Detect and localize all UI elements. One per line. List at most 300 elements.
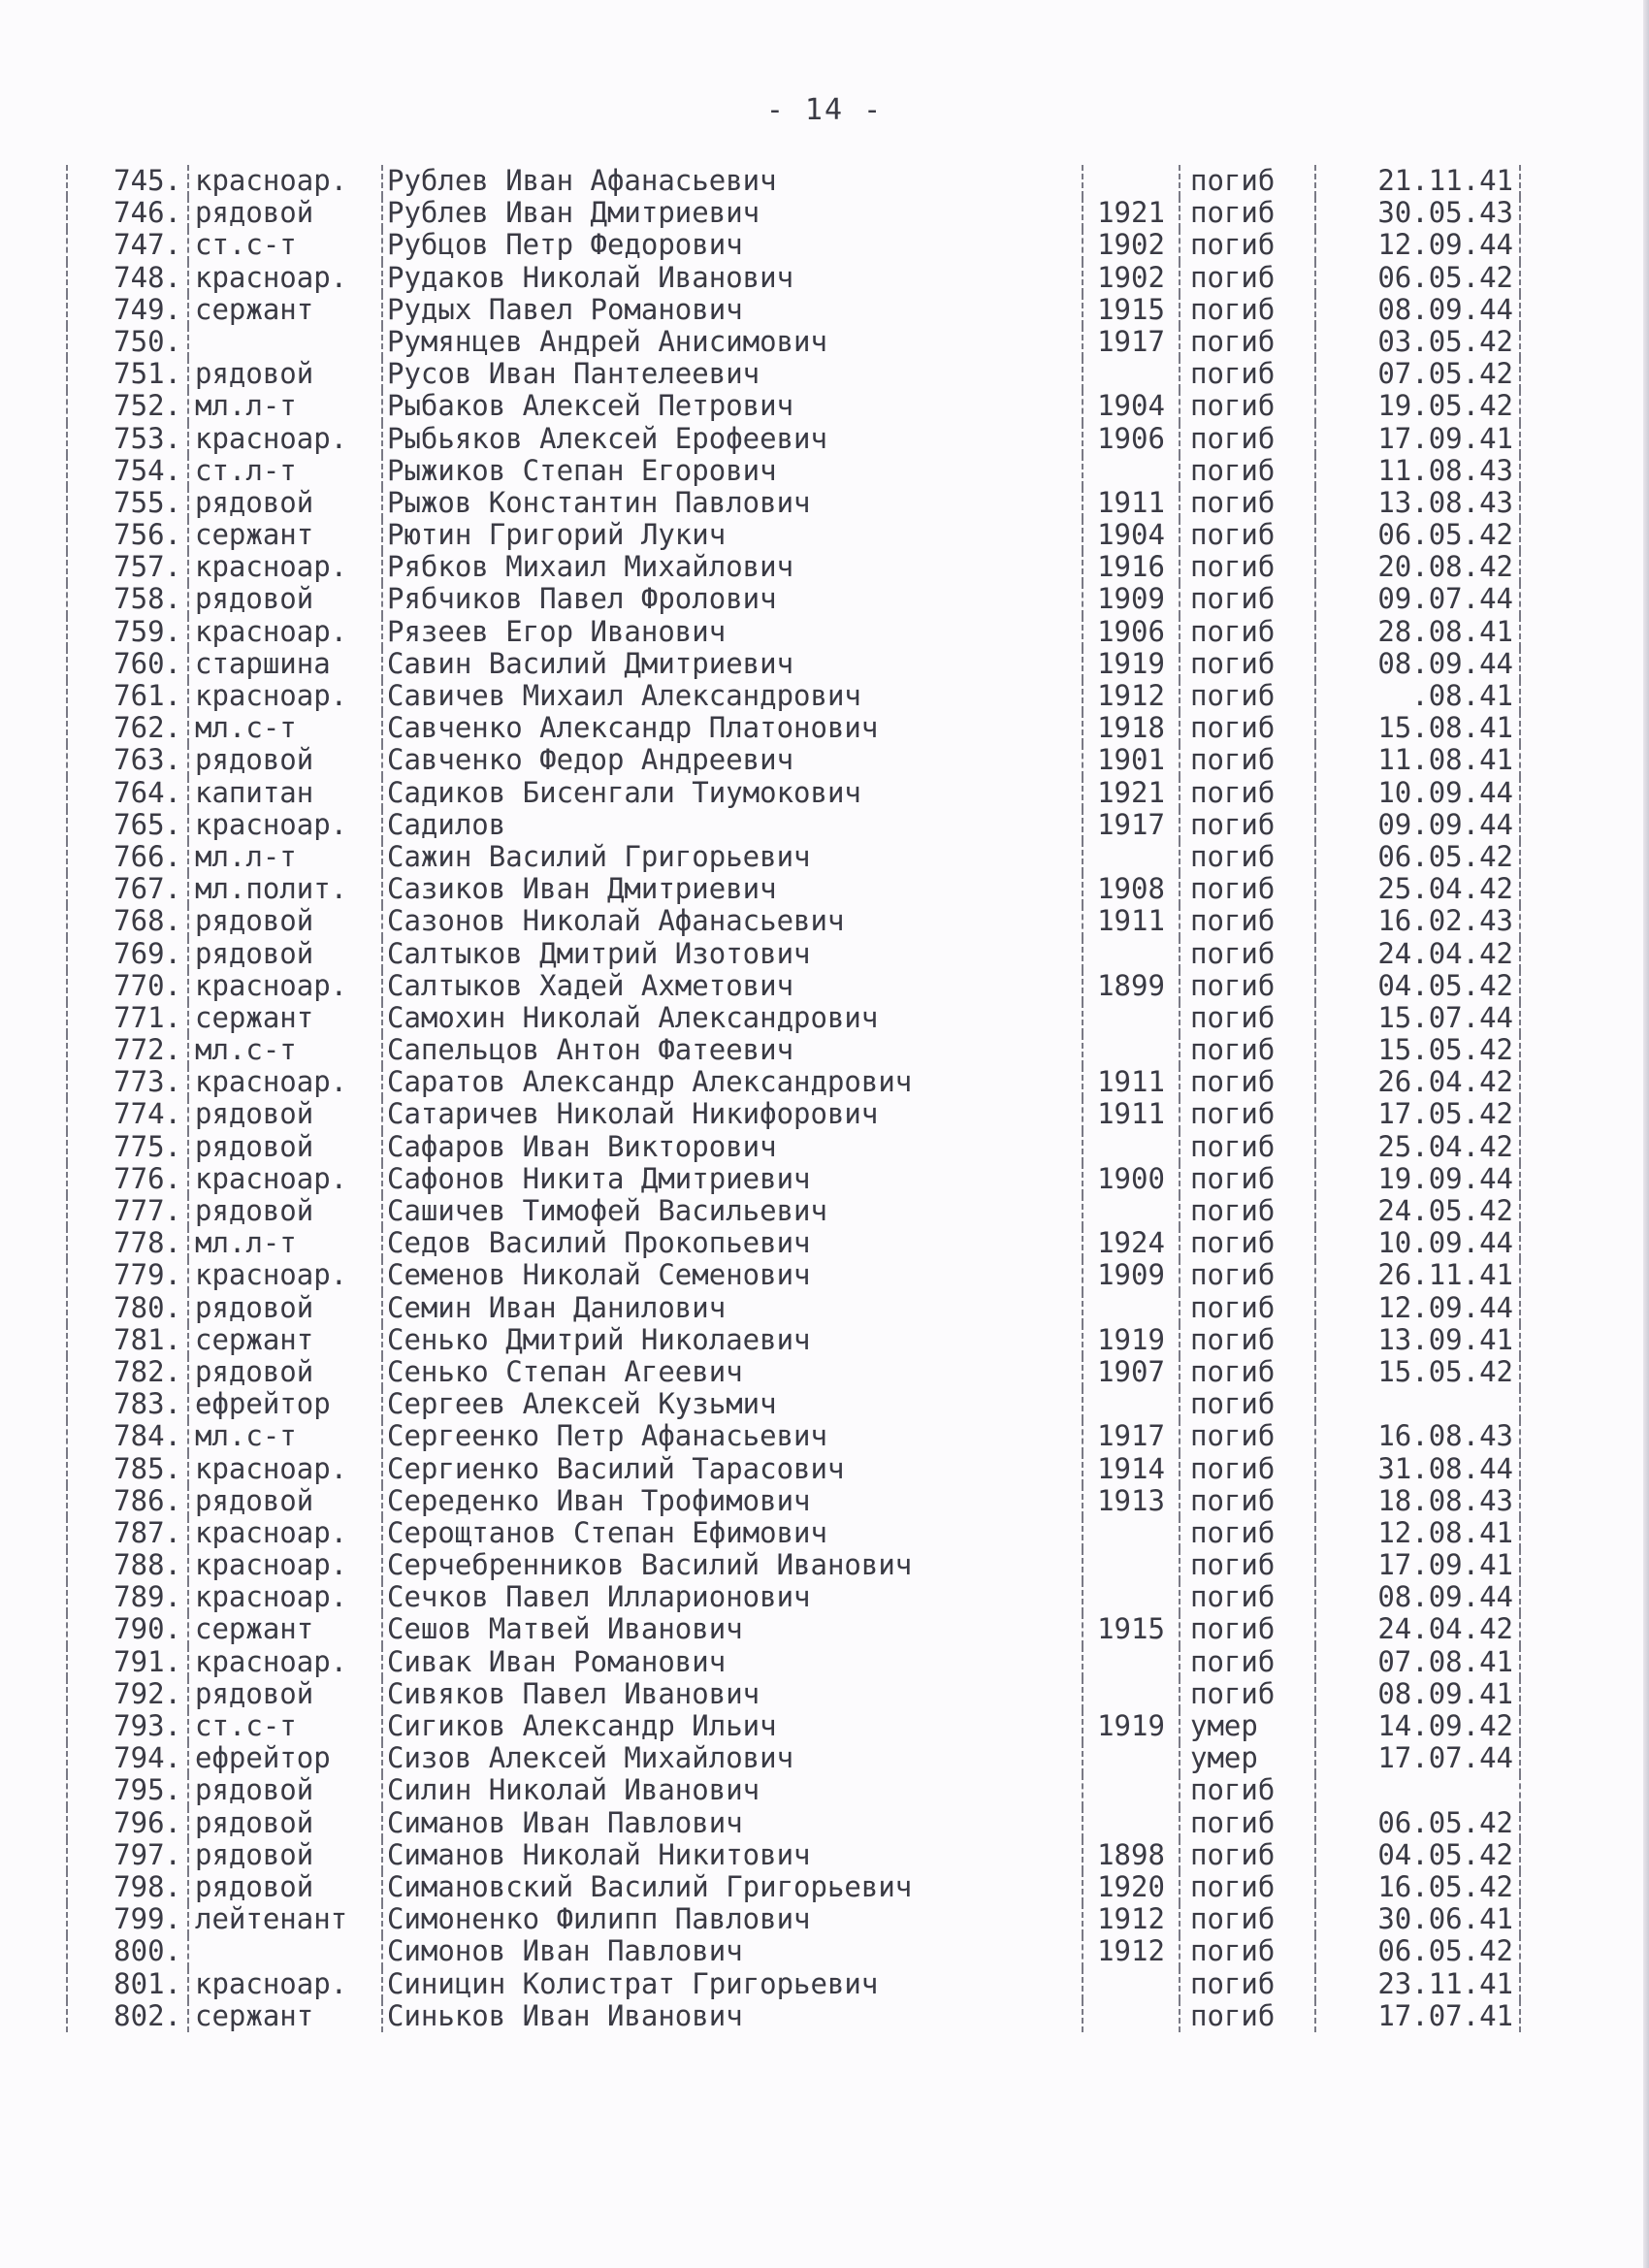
status: погиб [1179,905,1314,937]
entry-number: 797. [66,1839,187,1871]
birth-year [1082,1581,1179,1613]
rank: сержант [187,1324,381,1356]
status: погиб [1179,1646,1314,1678]
full-name: Сигиков Александр Ильич [381,1710,1082,1742]
date-of-death: 08.09.44 [1314,648,1521,680]
rank: сержант [187,294,381,326]
birth-year [1082,1002,1179,1034]
entry-number: 775. [66,1131,187,1163]
birth-year: 1921 [1082,777,1179,809]
rank: мл.полит. [187,873,381,905]
rank: ст.с-т [187,1710,381,1742]
date-of-death: 06.05.42 [1314,1935,1521,1967]
rank: рядовой [187,1131,381,1163]
rank: ефрейтор [187,1742,381,1774]
date-of-death [1314,1774,1521,1806]
table-row [66,423,1521,455]
birth-year: 1909 [1082,583,1179,615]
entry-number: 764. [66,777,187,809]
table-row [66,841,1521,873]
birth-year: 1902 [1082,262,1179,294]
rank: старшина [187,648,381,680]
birth-year: 1911 [1082,905,1179,937]
rank: рядовой [187,1871,381,1903]
date-of-death: 16.05.42 [1314,1871,1521,1903]
entry-number: 778. [66,1227,187,1259]
entry-number: 749. [66,294,187,326]
rank: рядовой [187,1678,381,1710]
full-name: Садилов [381,809,1082,841]
birth-year: 1920 [1082,1871,1179,1903]
full-name: Симанов Николай Никитович [381,1839,1082,1871]
status: умер [1179,1742,1314,1774]
entry-number: 753. [66,423,187,455]
table-row [66,1388,1521,1420]
status: погиб [1179,1292,1314,1324]
full-name: Рубцов Петр Федорович [381,229,1082,261]
full-name: Рябчиков Павел Фролович [381,583,1082,615]
entry-number: 777. [66,1195,187,1227]
rank: красноар. [187,616,381,648]
table-row [66,1807,1521,1839]
full-name: Рютин Григорий Лукич [381,519,1082,551]
birth-year: 1924 [1082,1227,1179,1259]
date-of-death: 14.09.42 [1314,1710,1521,1742]
table-row [66,744,1521,776]
date-of-death: 13.08.43 [1314,487,1521,519]
birth-year [1082,1646,1179,1678]
table-row [66,1163,1521,1195]
full-name: Сафонов Никита Дмитриевич [381,1163,1082,1195]
rank: сержант [187,1613,381,1645]
table-row [66,1034,1521,1066]
date-of-death: 18.08.43 [1314,1485,1521,1517]
rank: сержант [187,519,381,551]
table-row [66,1871,1521,1903]
status: погиб [1179,519,1314,551]
rank: мл.с-т [187,1420,381,1452]
table-row [66,1710,1521,1742]
full-name: Седов Василий Прокопьевич [381,1227,1082,1259]
full-name: Серощтанов Степан Ефимович [381,1517,1082,1549]
date-of-death: 17.09.41 [1314,423,1521,455]
date-of-death: 10.09.44 [1314,777,1521,809]
birth-year: 1904 [1082,519,1179,551]
entry-number: 789. [66,1581,187,1613]
full-name: Рублев Иван Афанасьевич [381,165,1082,197]
rank: рядовой [187,1839,381,1871]
table-row [66,1292,1521,1324]
date-of-death: 15.07.44 [1314,1002,1521,1034]
table-row [66,197,1521,229]
rank: рядовой [187,1356,381,1388]
rank: мл.с-т [187,712,381,744]
full-name: Симановский Василий Григорьевич [381,1871,1082,1903]
rank: рядовой [187,1774,381,1806]
full-name: Сазонов Николай Афанасьевич [381,905,1082,937]
entry-number: 766. [66,841,187,873]
status: погиб [1179,551,1314,583]
rank: красноар. [187,165,381,197]
rank: мл.л-т [187,1227,381,1259]
birth-year: 1907 [1082,1356,1179,1388]
table-row [66,229,1521,261]
entry-number: 783. [66,1388,187,1420]
birth-year [1082,1549,1179,1581]
table-row [66,970,1521,1002]
table-row [66,1485,1521,1517]
status: погиб [1179,1807,1314,1839]
table-row [66,390,1521,422]
table-row [66,519,1521,551]
rank: рядовой [187,1098,381,1130]
birth-year: 1911 [1082,1066,1179,1098]
rank: ст.с-т [187,229,381,261]
birth-year: 1914 [1082,1453,1179,1485]
table-row [66,712,1521,744]
table-row [66,326,1521,358]
full-name: Семин Иван Данилович [381,1292,1082,1324]
rank: рядовой [187,905,381,937]
entry-number: 768. [66,905,187,937]
status: погиб [1179,1259,1314,1291]
birth-year: 1917 [1082,326,1179,358]
full-name: Сергеенко Петр Афанасьевич [381,1420,1082,1452]
entry-number: 788. [66,1549,187,1581]
entry-number: 800. [66,1935,187,1967]
birth-year: 1918 [1082,712,1179,744]
date-of-death: 06.05.42 [1314,519,1521,551]
full-name: Русов Иван Пантелеевич [381,358,1082,390]
birth-year: 1919 [1082,1324,1179,1356]
table-row [66,1420,1521,1452]
full-name: Салтыков Дмитрий Изотович [381,938,1082,970]
status: погиб [1179,616,1314,648]
entry-number: 751. [66,358,187,390]
entry-number: 793. [66,1710,187,1742]
status: погиб [1179,1066,1314,1098]
table-row [66,1227,1521,1259]
rank [187,326,381,358]
full-name: Сенько Степан Агеевич [381,1356,1082,1388]
date-of-death: 16.02.43 [1314,905,1521,937]
full-name: Сазиков Иван Дмитриевич [381,873,1082,905]
birth-year [1082,1195,1179,1227]
entry-number: 790. [66,1613,187,1645]
date-of-death: 15.05.42 [1314,1034,1521,1066]
full-name: Савченко Федор Андреевич [381,744,1082,776]
birth-year: 1909 [1082,1259,1179,1291]
entry-number: 756. [66,519,187,551]
birth-year [1082,165,1179,197]
rank: рядовой [187,1485,381,1517]
full-name: Садиков Бисенгали Тиумокович [381,777,1082,809]
status: погиб [1179,423,1314,455]
entry-number: 802. [66,2000,187,2032]
table-row [66,680,1521,712]
table-row [66,1453,1521,1485]
rank: красноар. [187,1163,381,1195]
entry-number: 776. [66,1163,187,1195]
rank: красноар. [187,551,381,583]
birth-year [1082,2000,1179,2032]
rank: красноар. [187,423,381,455]
birth-year: 1911 [1082,1098,1179,1130]
entry-number: 761. [66,680,187,712]
status: погиб [1179,1903,1314,1935]
date-of-death: 07.05.42 [1314,358,1521,390]
birth-year [1082,1968,1179,2000]
entry-number: 799. [66,1903,187,1935]
entry-number: 748. [66,262,187,294]
entry-number: 757. [66,551,187,583]
status: погиб [1179,809,1314,841]
full-name: Рыжиков Степан Егорович [381,455,1082,487]
rank: капитан [187,777,381,809]
date-of-death: 15.08.41 [1314,712,1521,744]
status: погиб [1179,1774,1314,1806]
full-name: Сапельцов Антон Фатеевич [381,1034,1082,1066]
birth-year [1082,1034,1179,1066]
entry-number: 796. [66,1807,187,1839]
entry-number: 763. [66,744,187,776]
rank: рядовой [187,358,381,390]
birth-year: 1912 [1082,1903,1179,1935]
status: погиб [1179,1227,1314,1259]
rank: красноар. [187,262,381,294]
rank: красноар. [187,1259,381,1291]
table-row [66,358,1521,390]
entry-number: 760. [66,648,187,680]
birth-year: 1906 [1082,616,1179,648]
date-of-death: 12.09.44 [1314,1292,1521,1324]
date-of-death: 17.09.41 [1314,1549,1521,1581]
date-of-death: 30.06.41 [1314,1903,1521,1935]
status: погиб [1179,1871,1314,1903]
full-name: Сашичев Тимофей Васильевич [381,1195,1082,1227]
entry-number: 752. [66,390,187,422]
status: погиб [1179,2000,1314,2032]
status: погиб [1179,1388,1314,1420]
entry-number: 771. [66,1002,187,1034]
rank: красноар. [187,970,381,1002]
entry-number: 755. [66,487,187,519]
date-of-death: 09.09.44 [1314,809,1521,841]
table-row [66,873,1521,905]
table-row [66,1549,1521,1581]
entry-number: 779. [66,1259,187,1291]
table-row [66,1581,1521,1613]
full-name: Сечков Павел Илларионович [381,1581,1082,1613]
rank: рядовой [187,1292,381,1324]
birth-year: 1916 [1082,551,1179,583]
birth-year: 1915 [1082,294,1179,326]
birth-year [1082,938,1179,970]
casualty-roster [66,165,1521,2032]
table-row [66,1195,1521,1227]
rank: красноар. [187,680,381,712]
birth-year: 1908 [1082,873,1179,905]
birth-year: 1912 [1082,1935,1179,1967]
entry-number: 786. [66,1485,187,1517]
full-name: Сажин Василий Григорьевич [381,841,1082,873]
birth-year: 1911 [1082,487,1179,519]
entry-number: 782. [66,1356,187,1388]
date-of-death: 17.07.41 [1314,2000,1521,2032]
status: погиб [1179,1002,1314,1034]
entry-number: 772. [66,1034,187,1066]
status: погиб [1179,1678,1314,1710]
date-of-death: 03.05.42 [1314,326,1521,358]
table-row [66,616,1521,648]
table-row [66,1259,1521,1291]
table-row [66,1356,1521,1388]
table-row [66,938,1521,970]
status: погиб [1179,938,1314,970]
birth-year [1082,1388,1179,1420]
table-row [66,1098,1521,1130]
rank: красноар. [187,1581,381,1613]
entry-number: 784. [66,1420,187,1452]
birth-year [1082,358,1179,390]
full-name: Силин Николай Иванович [381,1774,1082,1806]
birth-year [1082,1774,1179,1806]
date-of-death: 16.08.43 [1314,1420,1521,1452]
status: погиб [1179,1195,1314,1227]
entry-number: 785. [66,1453,187,1485]
birth-year: 1915 [1082,1613,1179,1645]
status: погиб [1179,841,1314,873]
date-of-death: 17.05.42 [1314,1098,1521,1130]
entry-number: 759. [66,616,187,648]
rank: рядовой [187,938,381,970]
full-name: Середенко Иван Трофимович [381,1485,1082,1517]
entry-number: 767. [66,873,187,905]
status: погиб [1179,1935,1314,1967]
full-name: Сатаричев Николай Никифорович [381,1098,1082,1130]
entry-number: 795. [66,1774,187,1806]
full-name: Серчебренников Василий Иванович [381,1549,1082,1581]
date-of-death: 04.05.42 [1314,1839,1521,1871]
status: погиб [1179,294,1314,326]
entry-number: 770. [66,970,187,1002]
entry-number: 792. [66,1678,187,1710]
table-row [66,809,1521,841]
entry-number: 801. [66,1968,187,2000]
table-row [66,1324,1521,1356]
full-name: Синьков Иван Иванович [381,2000,1082,2032]
rank: рядовой [187,583,381,615]
full-name: Рублев Иван Дмитриевич [381,197,1082,229]
rank: красноар. [187,1968,381,2000]
rank [187,1935,381,1967]
rank: рядовой [187,1195,381,1227]
full-name: Симоненко Филипп Павлович [381,1903,1082,1935]
entry-number: 781. [66,1324,187,1356]
table-row [66,1742,1521,1774]
date-of-death: 06.05.42 [1314,841,1521,873]
full-name: Рыжов Константин Павлович [381,487,1082,519]
status: погиб [1179,712,1314,744]
rank: сержант [187,2000,381,2032]
full-name: Самохин Николай Александрович [381,1002,1082,1034]
entry-number: 762. [66,712,187,744]
full-name: Сизов Алексей Михайлович [381,1742,1082,1774]
birth-year [1082,1517,1179,1549]
status: погиб [1179,1034,1314,1066]
full-name: Рудаков Николай Иванович [381,262,1082,294]
status: погиб [1179,1131,1314,1163]
table-row [66,1066,1521,1098]
birth-year [1082,455,1179,487]
full-name: Сафаров Иван Викторович [381,1131,1082,1163]
full-name: Савченко Александр Платонович [381,712,1082,744]
birth-year: 1921 [1082,197,1179,229]
full-name: Сенько Дмитрий Николаевич [381,1324,1082,1356]
rank: красноар. [187,809,381,841]
date-of-death: 11.08.41 [1314,744,1521,776]
table-row [66,1968,1521,2000]
rank: красноар. [187,1646,381,1678]
birth-year: 1900 [1082,1163,1179,1195]
full-name: Сивяков Павел Иванович [381,1678,1082,1710]
status: погиб [1179,970,1314,1002]
date-of-death: 19.09.44 [1314,1163,1521,1195]
date-of-death: 17.07.44 [1314,1742,1521,1774]
date-of-death: 10.09.44 [1314,1227,1521,1259]
status: погиб [1179,680,1314,712]
table-row [66,1935,1521,1967]
status: погиб [1179,583,1314,615]
date-of-death: 25.04.42 [1314,1131,1521,1163]
rank: мл.с-т [187,1034,381,1066]
table-row [66,1903,1521,1935]
birth-year: 1917 [1082,1420,1179,1452]
status: погиб [1179,1968,1314,2000]
date-of-death: 07.08.41 [1314,1646,1521,1678]
status: погиб [1179,455,1314,487]
full-name: Рыбаков Алексей Петрович [381,390,1082,422]
full-name: Сергеев Алексей Кузьмич [381,1388,1082,1420]
table-row [66,165,1521,197]
full-name: Синицин Колистрат Григорьевич [381,1968,1082,2000]
birth-year [1082,1807,1179,1839]
date-of-death: 11.08.43 [1314,455,1521,487]
entry-number: 750. [66,326,187,358]
table-row [66,1131,1521,1163]
date-of-death: 09.07.44 [1314,583,1521,615]
table-row [66,777,1521,809]
full-name: Савин Василий Дмитриевич [381,648,1082,680]
table-row [66,1678,1521,1710]
status: погиб [1179,165,1314,197]
full-name: Савичев Михаил Александрович [381,680,1082,712]
date-of-death: 28.08.41 [1314,616,1521,648]
date-of-death: 25.04.42 [1314,873,1521,905]
date-of-death: 08.09.41 [1314,1678,1521,1710]
date-of-death: 21.11.41 [1314,165,1521,197]
birth-year: 1898 [1082,1839,1179,1871]
birth-year: 1919 [1082,1710,1179,1742]
status: погиб [1179,873,1314,905]
full-name: Сергиенко Василий Тарасович [381,1453,1082,1485]
rank: рядовой [187,487,381,519]
rank: красноар. [187,1517,381,1549]
status: погиб [1179,744,1314,776]
rank: рядовой [187,744,381,776]
status: погиб [1179,1356,1314,1388]
table-row [66,648,1521,680]
